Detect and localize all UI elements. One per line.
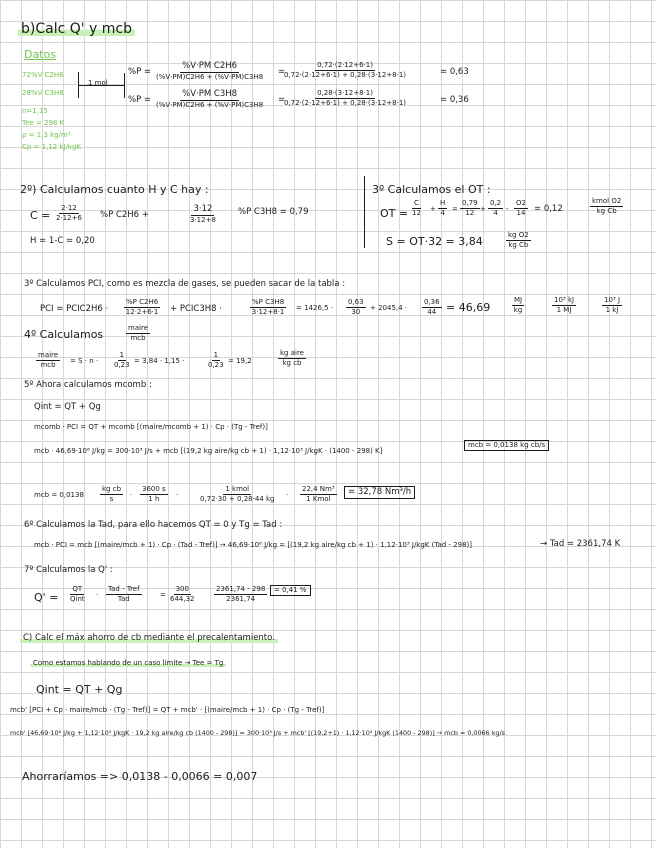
section-c-title: C) Calc el máx ahorro de cb mediante el precalentamiento.	[20, 634, 278, 643]
q-dot: ·	[96, 591, 99, 599]
section-c-eq1: mcb' [PCI + Cp · maire/mcb · (Tg - Tref)] = QT + mcb' · [(maire/mcb + 1) · Cp · (Tg - Tref)]	[10, 706, 325, 714]
q-lhs: Q' =	[34, 591, 59, 604]
step4-mid: = S · n ·	[70, 357, 99, 365]
s-line: S = OT·32 = 3,84	[386, 235, 483, 248]
arrow-label: 1 mol	[88, 79, 108, 87]
c-fraction-1: $\frac{2\cdot 12}{2\cdot 12+6}$	[56, 204, 82, 222]
datos-item: Tee = 298 K	[22, 119, 65, 127]
datos-item: ρ = 1,3 kg/m³	[22, 131, 71, 139]
step6-equation: mcb · PCI = mcb [(maire/mcb + 1) · Cp · (Tad - Tref)] → 46,69·10⁶ J/kg = [(19,2 kg aire/kg cb + 1) · 1,12·10³ J/kgK (Tad - 298)]	[34, 541, 472, 549]
savings-line: Ahorraríamos => 0,0138 - 0,0066 = 0,007	[22, 770, 258, 783]
pci-fraction-3: $\frac{0,63}{30}$	[348, 298, 364, 316]
mcomb-equation: mcomb · PCI = QT + mcomb [(maire/mcomb + 1) · Cp · (Tg - Tref)]	[34, 423, 268, 431]
pci-fraction-1: $\frac{\text{\%P C2H6}}{12\cdot 2+6\cdot 1}$	[125, 298, 159, 316]
xp1-fraction-values: $\frac{0,72\cdot(2\cdot 12+6\cdot 1)}{0,72\cdot(2\cdot 12+6\cdot 1) + 0,28\cdot(3\cdot 12+8\cdot 1)}$	[284, 61, 407, 79]
step4-result: = 19,2	[228, 357, 252, 365]
section-c-eq2: mcb' [46,69·10⁶ J/kg + 1,12·10³ J/kgK · 19,2 kg aire/kg cb (1400 - 298)] = 300·10³ J/s + mcb' [(19,2+1) · 1,12·10³ J/kgK (1400 - 298)] → mcb = 0,0066 kg/s	[10, 729, 505, 737]
c-mid: %P C2H6 +	[100, 210, 149, 220]
conv-fraction-4: 22,4 Nm³ 1 Kmol	[302, 485, 335, 503]
qint-line: Qint = QT + Qg	[34, 402, 101, 412]
q-result-box: = 0,41 %	[270, 585, 311, 596]
h-line: H = 1-C = 0,20	[30, 236, 95, 246]
c-fraction-2: 3·12 3·12+8	[190, 204, 216, 224]
ot-fraction-h-val: $\frac{0,2}{4}$	[490, 199, 502, 217]
ot-lhs: OT =	[380, 207, 409, 220]
section-b-title: b)Calc Q' y mcb	[18, 22, 135, 36]
c-lhs: C =	[30, 209, 51, 222]
c-end: %P C3H8 = 0,79	[238, 207, 309, 217]
step2-heading: 2º) Calculamos cuanto H y C hay :	[20, 183, 209, 196]
pci-unit-3: $\frac{\text{10³ J}}{1 kJ}$	[604, 296, 621, 314]
conv-fraction-3: 1 kmol 0,72·30 + 0,28·44 kg	[200, 485, 275, 503]
pci-unit-1: $\frac{MJ}{kg}$	[513, 296, 523, 314]
mcb-equation: mcb · 46,69·10⁶ J/kg = 300·10³ J/s + mcb [(19,2 kg aire/kg cb + 1) · 1,12·10³ J/kgK · (1400 - 298) K]	[34, 447, 383, 455]
xp1-fraction: %V·PM C2H6 (%V·PM)C2H6 + (%V·PM)C3H8	[156, 61, 264, 81]
step4-unit: kg aire kg cb	[280, 349, 304, 367]
xp2-lhs: %P =	[128, 95, 152, 105]
xp2-result: = 0,36	[440, 95, 469, 105]
step6-result: → Tad = 2361,74 K	[540, 539, 621, 549]
step3a-heading: 3º Calculamos el OT :	[372, 183, 491, 196]
step4-fraction: $\frac{1}{0,23}$	[114, 351, 130, 369]
step4-fraction-2: $\frac{1}{0,23}$	[208, 351, 224, 369]
datos-item: 28%V C3H8	[22, 89, 64, 97]
pci-calc: = 1426,5 ·	[296, 304, 334, 312]
mcb-result-box: mcb = 0,0138 kg cb/s	[464, 440, 549, 451]
step5-heading: 5º Ahora calculamos mcomb :	[24, 380, 152, 390]
conv-fraction-2: $\frac{3600 s}{1 h}$	[142, 485, 166, 503]
datos-item: 72%V C2H6	[22, 71, 64, 79]
ot-fraction-h: $\frac{H}{4}$	[440, 199, 446, 217]
conv-fraction-1: $\frac{\text{kg cb}}{s}$	[102, 485, 122, 503]
step4-calc: = 3,84 · 1,15 ·	[134, 357, 185, 365]
q-fraction-4: $\frac{2361,74 - 298}{2361,74}$	[216, 585, 266, 603]
ot-result: = 0,12	[534, 204, 563, 214]
step7-heading: 7º Calculamos la Q' :	[24, 565, 113, 575]
xp1-lhs: %P =	[128, 67, 152, 77]
pci-calc2: + 2045,4 ·	[370, 304, 408, 312]
conv-lhs: mcb = 0,0138	[34, 491, 84, 499]
q-fraction-3: $\frac{300}{644,32}$	[170, 585, 195, 603]
q-fraction-1: QT Qint	[70, 585, 85, 603]
s-unit: $\frac{\text{kg O2}}{\text{kg Cb}}$	[508, 231, 529, 249]
step6-heading: 6º Calculamos la Tad, para ello hacemos QT = 0 y Tg = Tad :	[24, 520, 283, 530]
pci-mid: + PCIC3H8 ·	[170, 304, 222, 314]
step3b-heading: 3º Calculamos PCI, como es mezcla de gases, se pueden sacar de la tabla :	[24, 279, 346, 289]
section-c-qint: Qint = QT + Qg	[36, 683, 123, 696]
q-fraction-2: Tad - Tref Tad	[108, 585, 140, 603]
xp2-fraction: %V·PM C3H8 (%V·PM)C2H6 + (%V·PM)C3H8	[156, 89, 264, 109]
ot-fraction-o: $\frac{O2}{14}$	[516, 199, 526, 217]
step4-lhs-fraction: maire mcb	[38, 351, 59, 369]
ot-unit: kmol O2 kg Cb	[592, 197, 622, 215]
datos-label: Datos	[24, 48, 56, 61]
xp1-result: = 0,63	[440, 67, 469, 77]
xp2-fraction-values: $\frac{0,28\cdot(3\cdot 12+8\cdot 1)}{0,72\cdot(2\cdot 12+6\cdot 1) + 0,28\cdot(3\cdot 12+8\cdot 1)}$	[284, 89, 407, 107]
section-c-note: Como estamos hablando de un caso límite → Tee = Tg	[30, 660, 226, 667]
pci-lhs: PCI = PCIC2H6 ·	[40, 304, 109, 314]
pci-unit-2: $\frac{\text{10³ kJ}}{1 MJ}$	[554, 296, 575, 314]
step4-heading: 4º Calculamos	[24, 328, 104, 341]
q-eq: =	[160, 591, 166, 599]
step4-heading-fraction: maire mcb	[128, 324, 149, 342]
pci-fraction-4: $\frac{0,36}{44}$	[424, 298, 440, 316]
pci-result: = 46,69	[446, 301, 491, 314]
datos-item: n=1,15	[22, 107, 48, 115]
pci-fraction-2: $\frac{\text{\%P C3H8}}{3\cdot 12+8\cdot 1}$	[251, 298, 285, 316]
ot-fraction-c-val: $\frac{0,79}{12}$	[462, 199, 478, 217]
ot-fraction-c: $\frac{C}{12}$	[412, 199, 421, 217]
conv-result-box: = 32,78 Nm³/h	[344, 486, 415, 499]
datos-item: Cp = 1,12 kJ/kgK	[22, 143, 82, 151]
